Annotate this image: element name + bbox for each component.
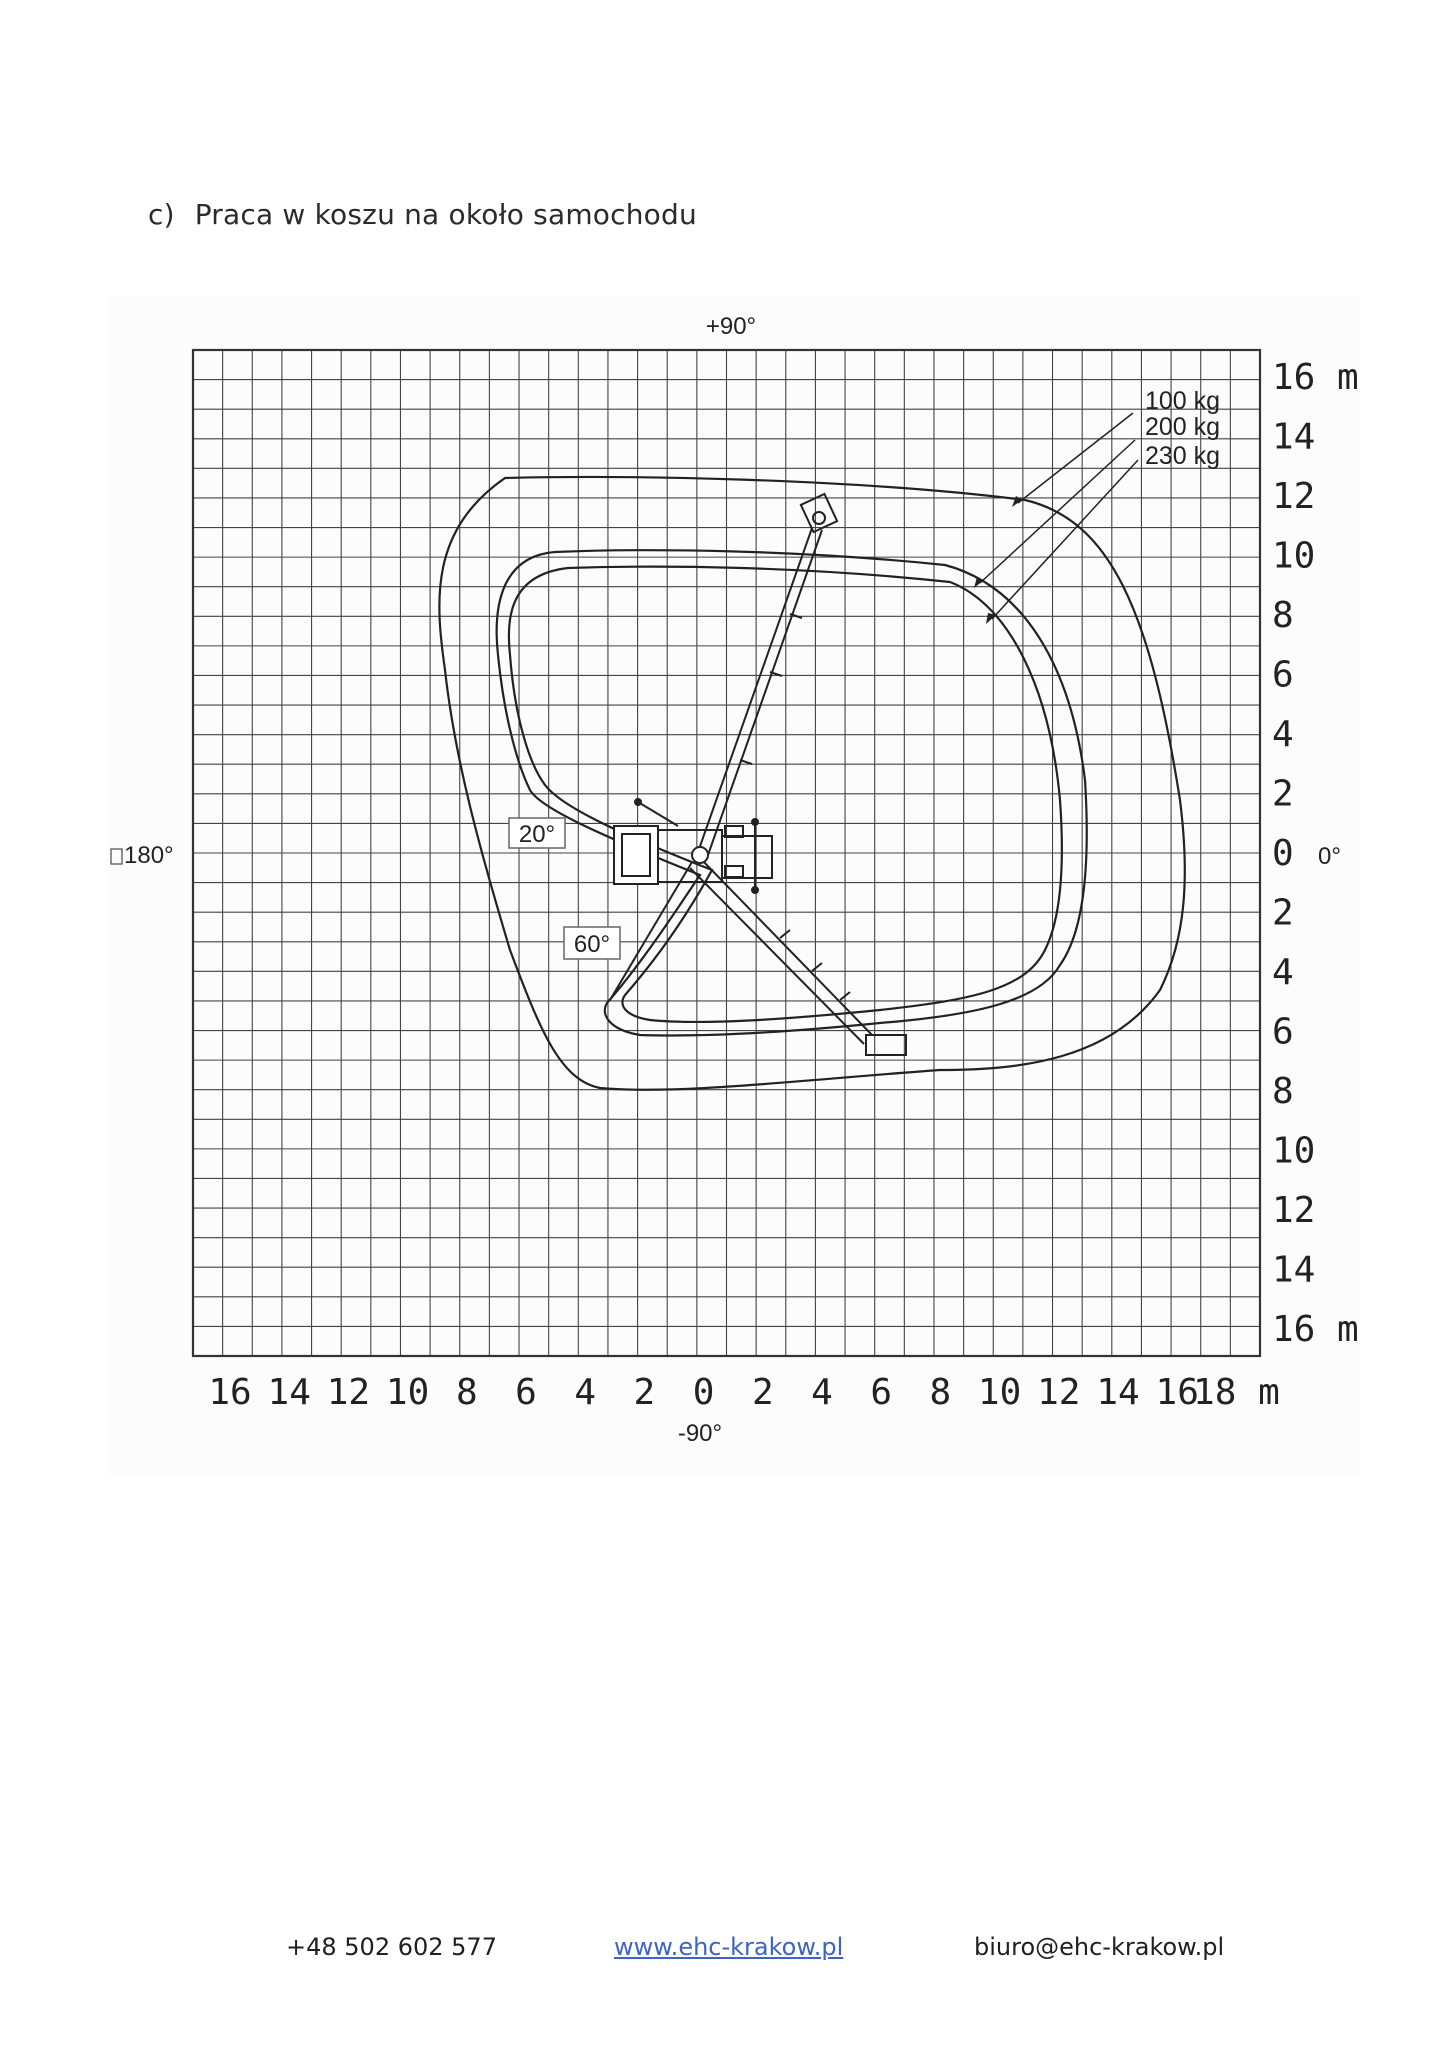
right-axis-tick-label: 10 — [1272, 535, 1316, 577]
bottom-axis-tick-label: 8 — [455, 1372, 478, 1413]
boom-lower-position — [690, 858, 906, 1055]
angle-20-label: 20° — [518, 821, 556, 848]
right-axis-tick-label: 4 — [1272, 714, 1294, 755]
bottom-axis-tick-label: 6 — [870, 1372, 893, 1413]
placeholder-glyph-icon — [111, 849, 122, 864]
footer-website-link[interactable]: www.ehc-krakow.pl — [614, 1933, 844, 1961]
angle-0: 0° — [1318, 843, 1341, 870]
bottom-axis-tick-label: 8 — [929, 1372, 952, 1413]
bottom-axis-tick-label: 2 — [751, 1372, 774, 1413]
bottom-axis-tick-label: 14 — [267, 1372, 311, 1413]
footer-phone: +48 502 602 577 — [286, 1933, 497, 1961]
arrowhead-230kg — [986, 613, 996, 624]
right-axis-tick-label: 6 — [1272, 1011, 1294, 1053]
bottom-axis-labels — [208, 1372, 1279, 1413]
pointer-230kg — [992, 460, 1138, 619]
bottom-axis-tick-label: 4 — [811, 1372, 833, 1413]
right-axis-tick-label: 2 — [1272, 892, 1294, 934]
envelope-100kg — [439, 477, 1184, 1090]
bottom-axis-tick-label: 18 m — [1193, 1372, 1280, 1413]
right-axis-tick-label: 14 — [1272, 416, 1316, 458]
load-200kg-label: 200 kg — [1145, 413, 1221, 441]
angle-180: 180° — [124, 842, 174, 869]
bottom-axis-tick-label: 2 — [633, 1372, 656, 1413]
right-axis-tick-label: 12 — [1272, 1190, 1316, 1231]
angle-plus-90: +90° — [705, 313, 757, 340]
bottom-axis-tick-label: 16 — [1155, 1372, 1199, 1413]
right-axis-tick-label: 12 — [1272, 476, 1316, 517]
load-100kg-label: 100 kg — [1145, 387, 1221, 415]
bottom-axis-tick-label: 4 — [574, 1372, 597, 1413]
right-axis-tick-label: 6 — [1272, 654, 1294, 696]
right-axis-tick-label: 10 — [1272, 1130, 1316, 1172]
load-230kg-label: 230 kg — [1145, 442, 1221, 470]
right-axis-tick-label: 8 — [1272, 1071, 1294, 1112]
right-axis-tick-label: 2 — [1272, 773, 1294, 815]
bottom-axis-tick-label: 12 — [1037, 1372, 1081, 1413]
angle-60-label: 60° — [573, 931, 611, 958]
bottom-axis-tick-label: 12 — [326, 1372, 371, 1413]
bottom-axis-tick-label: 14 — [1096, 1372, 1140, 1413]
right-axis-tick-label: 0 — [1272, 833, 1294, 874]
right-axis-tick-label: 4 — [1272, 952, 1294, 993]
section-marker: c) — [148, 198, 175, 231]
bottom-axis-tick-label: 10 — [977, 1372, 1022, 1413]
bottom-axis-tick-label: 0 — [692, 1372, 715, 1413]
angle-minus-90: -90° — [677, 1420, 723, 1447]
right-axis-tick-label: 8 — [1272, 595, 1294, 636]
bottom-axis-tick-label: 6 — [515, 1372, 537, 1413]
bottom-axis-tick-label: 16 — [208, 1372, 252, 1413]
section-title: Praca w koszu na około samochodu — [194, 198, 697, 231]
right-axis-tick-label: 16 m — [1272, 1309, 1359, 1350]
footer-email: biuro@ehc-krakow.pl — [974, 1933, 1225, 1961]
boom-upper-position — [698, 494, 837, 855]
bottom-axis-tick-label: 10 — [385, 1372, 430, 1413]
right-axis-labels — [1272, 357, 1359, 1350]
right-axis-tick-label: 16 m — [1272, 357, 1359, 398]
envelope-200kg — [497, 550, 1087, 1035]
right-axis-tick-label: 14 — [1272, 1249, 1316, 1291]
